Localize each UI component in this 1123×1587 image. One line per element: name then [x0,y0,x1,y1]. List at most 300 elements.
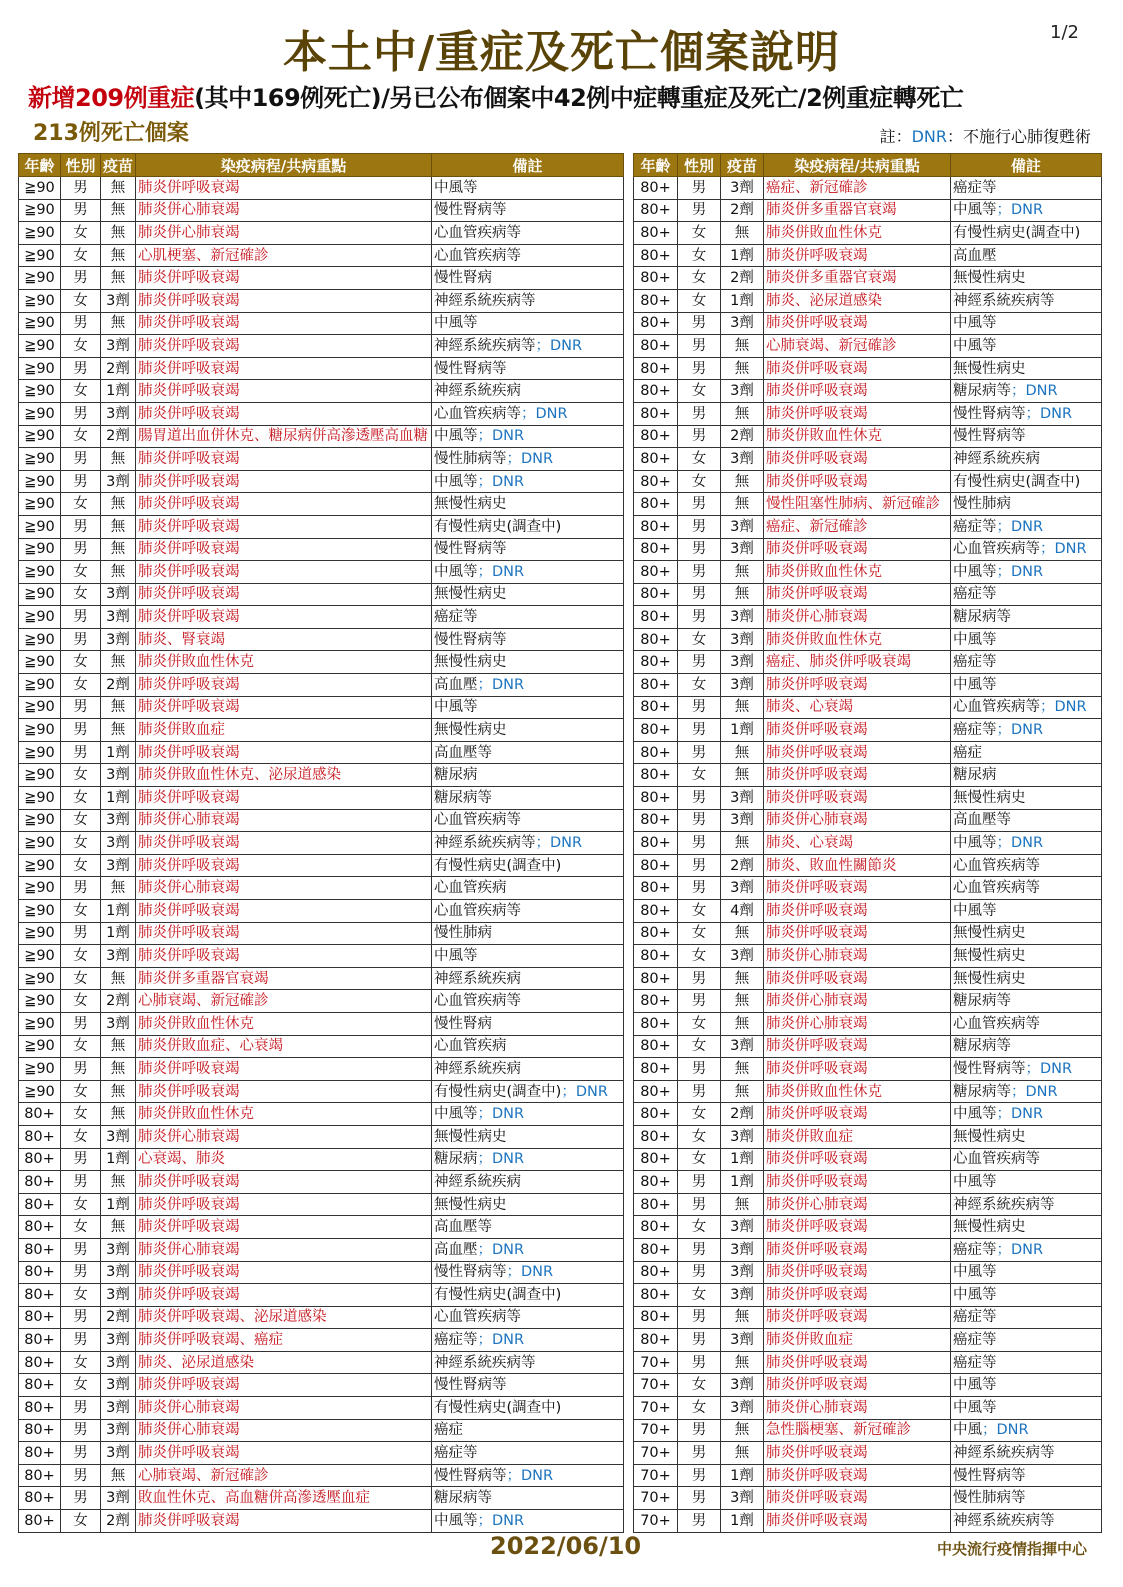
age-cell [634,1012,678,1035]
sex-text: 女 [73,1038,88,1055]
sex-text: 女 [691,224,707,241]
process-cell [764,741,951,764]
table-row [634,402,1102,425]
process-text: 肺炎併呼吸衰竭 [766,880,868,897]
process-text: 肺炎併呼吸衰竭 [138,563,240,580]
dnr-tag: ；DNR [477,1151,525,1168]
sex-text: 女 [73,993,88,1010]
table-row [634,244,1102,267]
notes-text: 癌症等 [434,609,478,626]
vaccine-cell [101,1035,136,1058]
age-text: 70+ [640,1399,671,1416]
vaccine-cell [721,696,764,719]
sex-cell [61,1306,101,1329]
age-cell [634,922,678,945]
notes-text: 慢性腎病等 [953,405,1026,422]
age-cell [19,222,61,245]
vaccine-text: 3劑 [106,1015,130,1032]
sex-text: 女 [691,902,707,919]
process-cell [764,177,951,200]
vaccine-text: 1劑 [106,925,130,942]
age-cell [634,1125,678,1148]
dnr-tag: ；DNR [477,1241,525,1258]
notes-text: 慢性腎病等 [434,631,507,648]
age-text: 80+ [24,1354,55,1371]
sex-text: 男 [691,1445,707,1462]
vaccine-text: 2劑 [106,1512,130,1529]
notes-text: 慢性腎病等 [434,360,507,377]
age-cell [634,854,678,877]
vaccine-cell [101,1171,136,1194]
vaccine-cell [721,357,764,380]
table-row [19,1261,624,1284]
process-cell [764,696,951,719]
sex-cell [678,719,721,742]
notes-text: 無慢性病史 [434,722,507,739]
sex-text: 男 [691,1467,707,1484]
notes-text: 慢性腎病等 [953,428,1026,445]
age-cell [19,832,61,855]
sex-text: 女 [691,1151,707,1168]
table-row [634,515,1102,538]
notes-text: 有慢性病史(調查中) [434,518,562,535]
table-row [634,1148,1102,1171]
vaccine-text: 無 [734,586,750,603]
sex-text: 男 [73,880,88,897]
process-cell [764,1374,951,1397]
sex-cell [61,267,101,290]
notes-cell [951,312,1102,335]
process-text: 肺炎併敗血性休克 [766,224,882,241]
notes-cell [951,448,1102,471]
vaccine-cell [101,922,136,945]
sex-text: 男 [691,1173,707,1190]
notes-cell [432,244,624,267]
table-row [634,1125,1102,1148]
vaccine-cell [101,1464,136,1487]
notes-text: 中風等 [953,902,997,919]
process-text: 肺炎併呼吸衰竭 [138,835,240,852]
process-text: 肺炎併呼吸衰竭 [766,1286,868,1303]
notes-text: 癌症等 [953,518,997,535]
sex-cell [678,854,721,877]
dnr-tag: ；DNR [477,473,525,490]
sex-text: 男 [73,1399,88,1416]
notes-text: 無慢性病史 [434,654,507,671]
vaccine-text: 3劑 [106,1490,130,1507]
process-cell [136,199,432,222]
vaccine-text: 無 [110,518,126,535]
vaccine-text: 1劑 [730,1151,754,1168]
notes-cell [432,1035,624,1058]
process-text: 肺炎併呼吸衰竭 [138,947,240,964]
sex-cell [678,1058,721,1081]
vaccine-text: 1劑 [730,247,754,264]
table-row [19,1103,624,1126]
sex-text: 男 [691,1060,707,1077]
sex-text: 女 [691,676,707,693]
age-text: 80+ [24,1173,55,1190]
notes-cell [951,583,1102,606]
sex-text: 女 [73,1128,88,1145]
sex-text: 男 [73,202,88,219]
sex-cell [61,380,101,403]
sex-text: 女 [691,1106,707,1123]
sex-text: 男 [691,496,707,513]
age-text: 70+ [640,1354,671,1371]
table-row [634,1216,1102,1239]
dnr-tag: ；DNR [477,1332,525,1349]
table-row [634,1419,1102,1442]
process-text: 肺炎併呼吸衰竭 [766,1354,868,1371]
vaccine-text: 3劑 [106,857,130,874]
sex-cell [678,1125,721,1148]
vaccine-cell [721,1148,764,1171]
notes-cell [432,854,624,877]
process-text: 肺炎併呼吸衰竭 [138,496,240,513]
process-text: 肺炎併心肺衰竭 [766,1399,868,1416]
notes-cell [432,1261,624,1284]
age-text: 80+ [640,1151,671,1168]
age-cell [634,1080,678,1103]
vaccine-text: 3劑 [730,1286,754,1303]
age-text: 80+ [24,1151,55,1168]
age-text: 80+ [640,541,671,558]
table-row [634,628,1102,651]
dnr-tag: ；DNR [996,518,1044,535]
notes-text: 中風等 [953,315,997,332]
age-text: 80+ [640,947,671,964]
notes-cell [432,1442,624,1465]
age-text: 80+ [640,609,671,626]
notes-text: 癌症等 [953,1241,997,1258]
age-text: 80+ [640,1083,671,1100]
sex-text: 女 [73,563,88,580]
age-text: 80+ [24,1241,55,1258]
process-text: 肺炎併呼吸衰竭 [138,1219,240,1236]
process-text: 肺炎併呼吸衰竭 [138,1512,240,1529]
vaccine-cell [101,696,136,719]
table-row [634,832,1102,855]
sex-cell [678,493,721,516]
note-prefix: 註： [879,127,912,146]
vaccine-cell [101,719,136,742]
age-cell [634,222,678,245]
sex-text: 女 [73,1512,88,1529]
process-cell [764,1238,951,1261]
process-cell [136,380,432,403]
vaccine-text: 1劑 [730,1467,754,1484]
vaccine-cell [721,1487,764,1510]
vaccine-text: 2劑 [730,202,754,219]
vaccine-text: 3劑 [730,789,754,806]
process-text: 肺炎併敗血症 [766,1128,853,1145]
table-row [19,696,624,719]
process-cell [136,832,432,855]
notes-cell [432,967,624,990]
sex-cell [678,1080,721,1103]
notes-cell [432,1306,624,1329]
vaccine-text: 3劑 [730,315,754,332]
subtitle-text: (其中169例死亡)/另已公布個案中42例中症轉重症及死亡/2例重症轉死亡 [194,84,964,112]
sex-text: 男 [73,631,88,648]
vaccine-text: 3劑 [730,450,754,467]
table-row [19,787,624,810]
notes-text: 神經系統疾病等 [953,292,1055,309]
vaccine-cell [101,244,136,267]
sex-text: 男 [73,473,88,490]
process-text: 心肺衰竭、新冠確診 [766,337,897,354]
process-text: 慢性阻塞性肺病、新冠確診 [766,496,940,513]
process-cell [136,1442,432,1465]
vaccine-text: 無 [734,744,750,761]
age-cell [19,538,61,561]
dnr-tag: ；DNR [477,676,525,693]
age-text: 80+ [640,1038,671,1055]
age-text: 80+ [640,270,671,287]
vaccine-text: 3劑 [730,1490,754,1507]
vaccine-text: 3劑 [730,1128,754,1145]
sex-cell [61,1419,101,1442]
sex-text: 女 [73,1377,88,1394]
process-cell [136,1058,432,1081]
process-text: 肺炎併呼吸衰竭 [138,1445,240,1462]
col-sex: 性別 [678,154,721,177]
age-cell [19,1058,61,1081]
vaccine-cell [721,1125,764,1148]
notes-text: 糖尿病等 [953,1038,1011,1055]
age-cell [19,1351,61,1374]
vaccine-text: 無 [110,722,126,739]
vaccine-text: 3劑 [106,1354,130,1371]
age-text: ≧90 [24,744,55,761]
age-text: 70+ [640,1490,671,1507]
vaccine-text: 無 [734,1083,750,1100]
notes-cell [432,515,624,538]
vaccine-cell [101,945,136,968]
sex-text: 男 [73,1060,88,1077]
process-cell [136,425,432,448]
vaccine-text: 3劑 [730,812,754,829]
sex-cell [61,470,101,493]
process-cell [136,1035,432,1058]
vaccine-cell [101,628,136,651]
notes-text: 中風等 [953,676,997,693]
process-text: 肺炎併呼吸衰竭 [766,1173,868,1190]
table-row [19,380,624,403]
vaccine-cell [721,1103,764,1126]
vaccine-text: 3劑 [730,179,754,196]
vaccine-text: 無 [110,1106,126,1123]
age-text: ≧90 [24,835,55,852]
process-text: 肺炎併呼吸衰竭 [766,473,868,490]
notes-cell [951,222,1102,245]
process-cell [136,1397,432,1420]
age-cell [19,945,61,968]
vaccine-cell [101,1442,136,1465]
process-text: 肺炎併心肺衰竭 [766,812,868,829]
process-cell [764,1171,951,1194]
age-cell [634,1464,678,1487]
age-text: 80+ [640,767,671,784]
process-cell [764,380,951,403]
sex-cell [61,1171,101,1194]
age-text: 80+ [24,1422,55,1439]
sex-cell [678,1171,721,1194]
sex-cell [678,945,721,968]
age-text: 80+ [640,224,671,241]
process-text: 肺炎併呼吸衰竭 [766,1106,868,1123]
notes-cell [432,651,624,674]
vaccine-cell [721,1464,764,1487]
notes-text: 中風等 [434,1106,478,1123]
notes-cell [432,267,624,290]
sex-text: 男 [691,744,707,761]
notes-cell [432,493,624,516]
sex-cell [678,1442,721,1465]
notes-cell [951,606,1102,629]
sex-cell [61,1374,101,1397]
vaccine-cell [101,267,136,290]
age-cell [19,787,61,810]
process-text: 肺炎併心肺衰竭 [766,1196,868,1213]
age-cell [634,448,678,471]
age-cell [634,312,678,335]
notes-text: 中風等 [953,1399,997,1416]
process-cell [136,1012,432,1035]
sex-text: 男 [73,518,88,535]
notes-text: 糖尿病 [434,767,478,784]
table-row [19,945,624,968]
sex-cell [678,741,721,764]
table-row [19,493,624,516]
process-text: 肺炎併呼吸衰竭 [138,405,240,422]
col-notes: 備註 [951,154,1102,177]
sex-cell [61,922,101,945]
notes-cell [432,674,624,697]
table-row [634,538,1102,561]
table-row [19,561,624,584]
process-cell [764,1306,951,1329]
age-text: ≧90 [24,1060,55,1077]
notes-text: 中風等 [953,835,997,852]
process-cell [764,289,951,312]
process-text: 肺炎併心肺衰竭 [138,1399,240,1416]
notes-text: 中風等 [953,337,997,354]
notes-cell [951,515,1102,538]
sex-cell [678,583,721,606]
vaccine-cell [721,1306,764,1329]
col-process: 染疫病程/共病重點 [136,154,432,177]
process-text: 肺炎併呼吸衰竭 [766,586,868,603]
notes-cell [432,990,624,1013]
vaccine-text: 3劑 [106,405,130,422]
process-cell [136,289,432,312]
sex-cell [678,515,721,538]
table-row [634,1442,1102,1465]
process-cell [136,651,432,674]
sex-text: 男 [691,1354,707,1371]
age-text: ≧90 [24,247,55,264]
dnr-tag: ；DNR [1040,541,1087,558]
process-cell [764,1397,951,1420]
age-text: 80+ [640,676,671,693]
notes-cell [432,470,624,493]
age-text: 80+ [640,405,671,422]
notes-cell [951,764,1102,787]
sex-text: 男 [73,1015,88,1032]
sex-cell [61,1148,101,1171]
process-text: 肺炎併呼吸衰竭 [766,1060,868,1077]
notes-text: 中風等 [434,473,478,490]
notes-cell [432,1374,624,1397]
age-text: ≧90 [24,1038,55,1055]
vaccine-cell [101,877,136,900]
process-text: 肺炎併呼吸衰竭 [138,1286,240,1303]
age-cell [19,922,61,945]
process-text: 肺炎併心肺衰竭 [766,609,868,626]
age-text: ≧90 [24,473,55,490]
age-cell [19,1374,61,1397]
sex-cell [61,425,101,448]
table-row [19,1306,624,1329]
age-text: 80+ [640,315,671,332]
process-text: 肺炎併呼吸衰竭 [766,789,868,806]
sex-text: 女 [73,292,88,309]
notes-text: 心血管疾病等 [434,224,521,241]
process-cell [136,1148,432,1171]
process-text: 肺炎併呼吸衰竭 [138,699,240,716]
age-cell [19,674,61,697]
process-text: 肺炎併呼吸衰竭 [138,1173,240,1190]
age-cell [19,470,61,493]
notes-cell [951,1193,1102,1216]
notes-cell [432,741,624,764]
notes-cell [432,1397,624,1420]
notes-cell [951,199,1102,222]
age-cell [634,425,678,448]
table-row [19,1171,624,1194]
process-cell [136,1284,432,1307]
sex-text: 女 [73,1286,88,1303]
table-row [634,493,1102,516]
process-text: 肺炎併敗血性休克 [138,654,254,671]
age-cell [19,1329,61,1352]
process-text: 肺炎併呼吸衰竭 [766,767,868,784]
age-cell [19,1103,61,1126]
vaccine-text: 4劑 [730,902,754,919]
age-text: ≧90 [24,631,55,648]
notes-text: 中風等 [434,1512,478,1529]
age-cell [634,1374,678,1397]
age-cell [19,651,61,674]
process-text: 肺炎併心肺衰竭 [138,880,240,897]
age-cell [634,1216,678,1239]
age-text: 70+ [640,1422,671,1439]
age-text: 80+ [640,744,671,761]
notes-cell [432,583,624,606]
table-row [19,1442,624,1465]
vaccine-text: 1劑 [106,744,130,761]
age-cell [19,1035,61,1058]
sex-cell [678,402,721,425]
vaccine-text: 1劑 [730,722,754,739]
notes-cell [951,1306,1102,1329]
process-cell [764,877,951,900]
sex-cell [678,267,721,290]
vaccine-cell [101,380,136,403]
notes-text: 無慢性病史 [953,1128,1026,1145]
